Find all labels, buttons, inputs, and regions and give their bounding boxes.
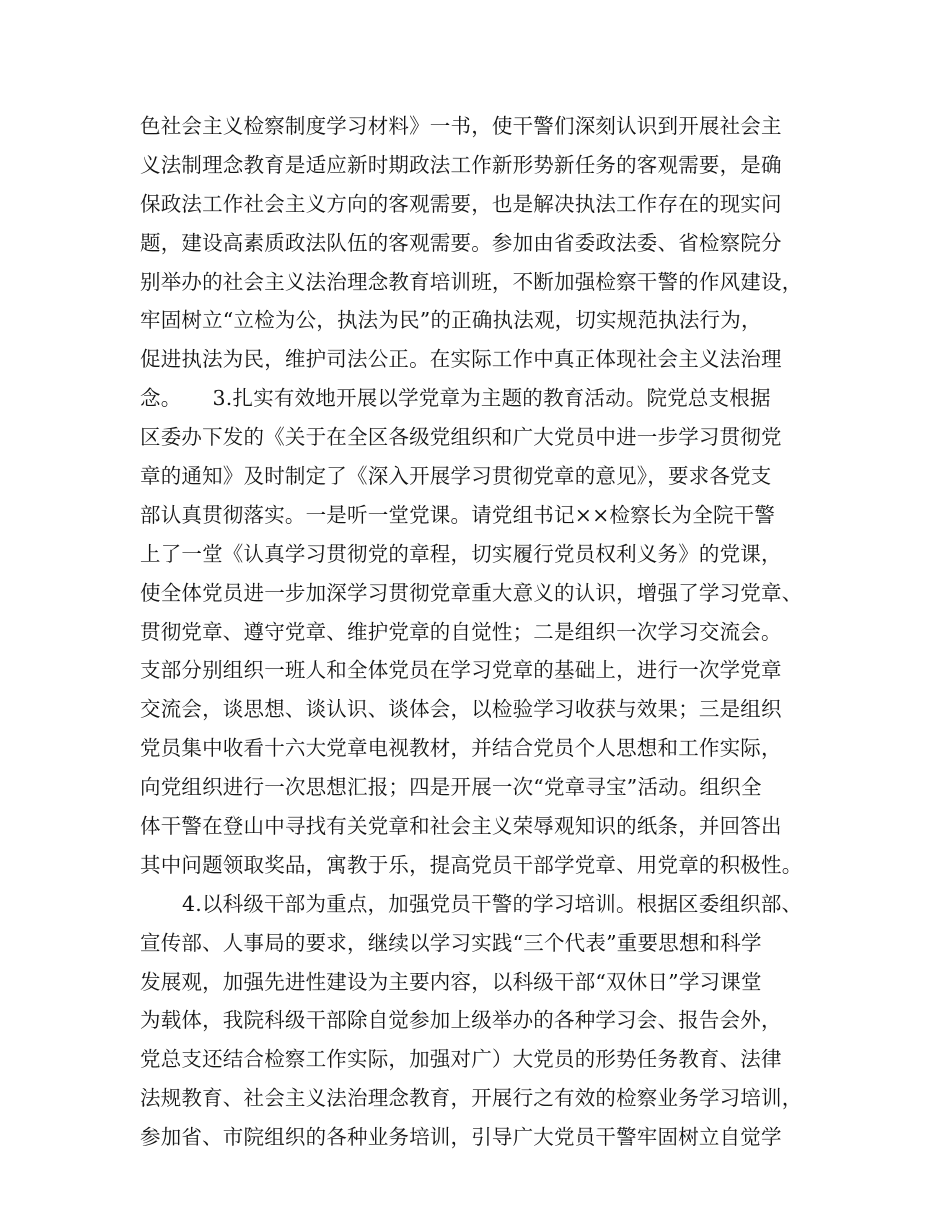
text-line: 体干警在登山中寻找有关党章和社会主义荣辱观知识的纸条，并回答出 (140, 814, 782, 839)
text-line: 促进执法为民，维护司法公正。在实际工作中真正体现社会主义法治理 (140, 347, 782, 372)
text-line: 为载体，我院科级干部除自觉参加上级举办的各种学习会、报告会外， (140, 1008, 782, 1033)
text-line: 支部分别组织一班人和全体党员在学习党章的基础上，进行一次学党章 (140, 658, 782, 683)
paragraph-start-line: 4.以科级干部为重点，加强党员干警的学习培训。根据区委组织部、 (182, 891, 803, 916)
text-line: 题，建设高素质政法队伍的客观需要。参加由省委政法委、省检察院分 (140, 230, 782, 255)
text-line: 别举办的社会主义法治理念教育培训班，不断加强检察干警的作风建设， (140, 269, 803, 294)
text-line: 法规教育、社会主义法治理念教育，开展行之有效的检察业务学习培训， (140, 1086, 803, 1111)
text-line: 义法制理念教育是适应新时期政法工作新形势新任务的客观需要，是确 (140, 152, 782, 177)
text-line: 向党组织进行一次思想汇报；四是开展一次“党章寻宝”活动。组织全 (140, 775, 762, 800)
text-line: 部认真贯彻落实。一是听一堂党课。请党组书记××检察长为全院干警 (140, 502, 776, 527)
body-text (140, 107, 830, 1157)
text-line: 念。 3.扎实有效地开展以学党章为主题的教育活动。院党总支根据 (140, 386, 771, 411)
text-line: 色社会主义检察制度学习材料》一书，使干警们深刻认识到开展社会主 (140, 114, 782, 138)
text-line: 区委办下发的《关于在全区各级党组织和广大党员中进一步学习贯彻党 (140, 425, 782, 450)
text-line: 发展观，加强先进性建设为主要内容，以科级干部“双休日”学习课堂 (140, 969, 762, 994)
text-line: 党总支还结合检察工作实际，加强对广）大党员的形势任务教育、法律 (140, 1047, 782, 1072)
text-line: 党员集中收看十六大党章电视教材，并结合党员个人思想和工作实际， (140, 736, 782, 761)
text-line: 上了一堂《认真学习贯彻党的章程，切实履行党员权利义务》的党课， (140, 541, 782, 566)
text-line: 牢固树立“立检为公，执法为民”的正确执法观，切实规范执法行为， (140, 308, 762, 333)
text-line: 使全体党员进一步加深学习贯彻党章重大意义的认识，增强了学习党章、 (140, 580, 803, 605)
text-line: 贯彻党章、遵守党章、维护党章的自觉性；二是组织一次学习交流会。 (140, 619, 782, 644)
text-line: 其中问题领取奖品，寓教于乐，提高党员干部学党章、用党章的积极性。 (140, 852, 803, 877)
text-line: 宣传部、人事局的要求，继续以学习实践“三个代表”重要思想和科学 (140, 930, 762, 955)
text-line: 参加省、市院组织的各种业务培训，引导广大党员干警牢固树立自觉学 (140, 1125, 782, 1150)
text-line: 章的通知》及时制定了《深入开展学习贯彻党章的意见》，要求各党支 (140, 464, 772, 489)
text-line: 交流会，谈思想、谈认识、谈体会，以检验学习收获与效果；三是组织 (140, 697, 782, 722)
text-line: 保政法工作社会主义方向的客观需要，也是解决执法工作存在的现实问 (140, 191, 782, 216)
